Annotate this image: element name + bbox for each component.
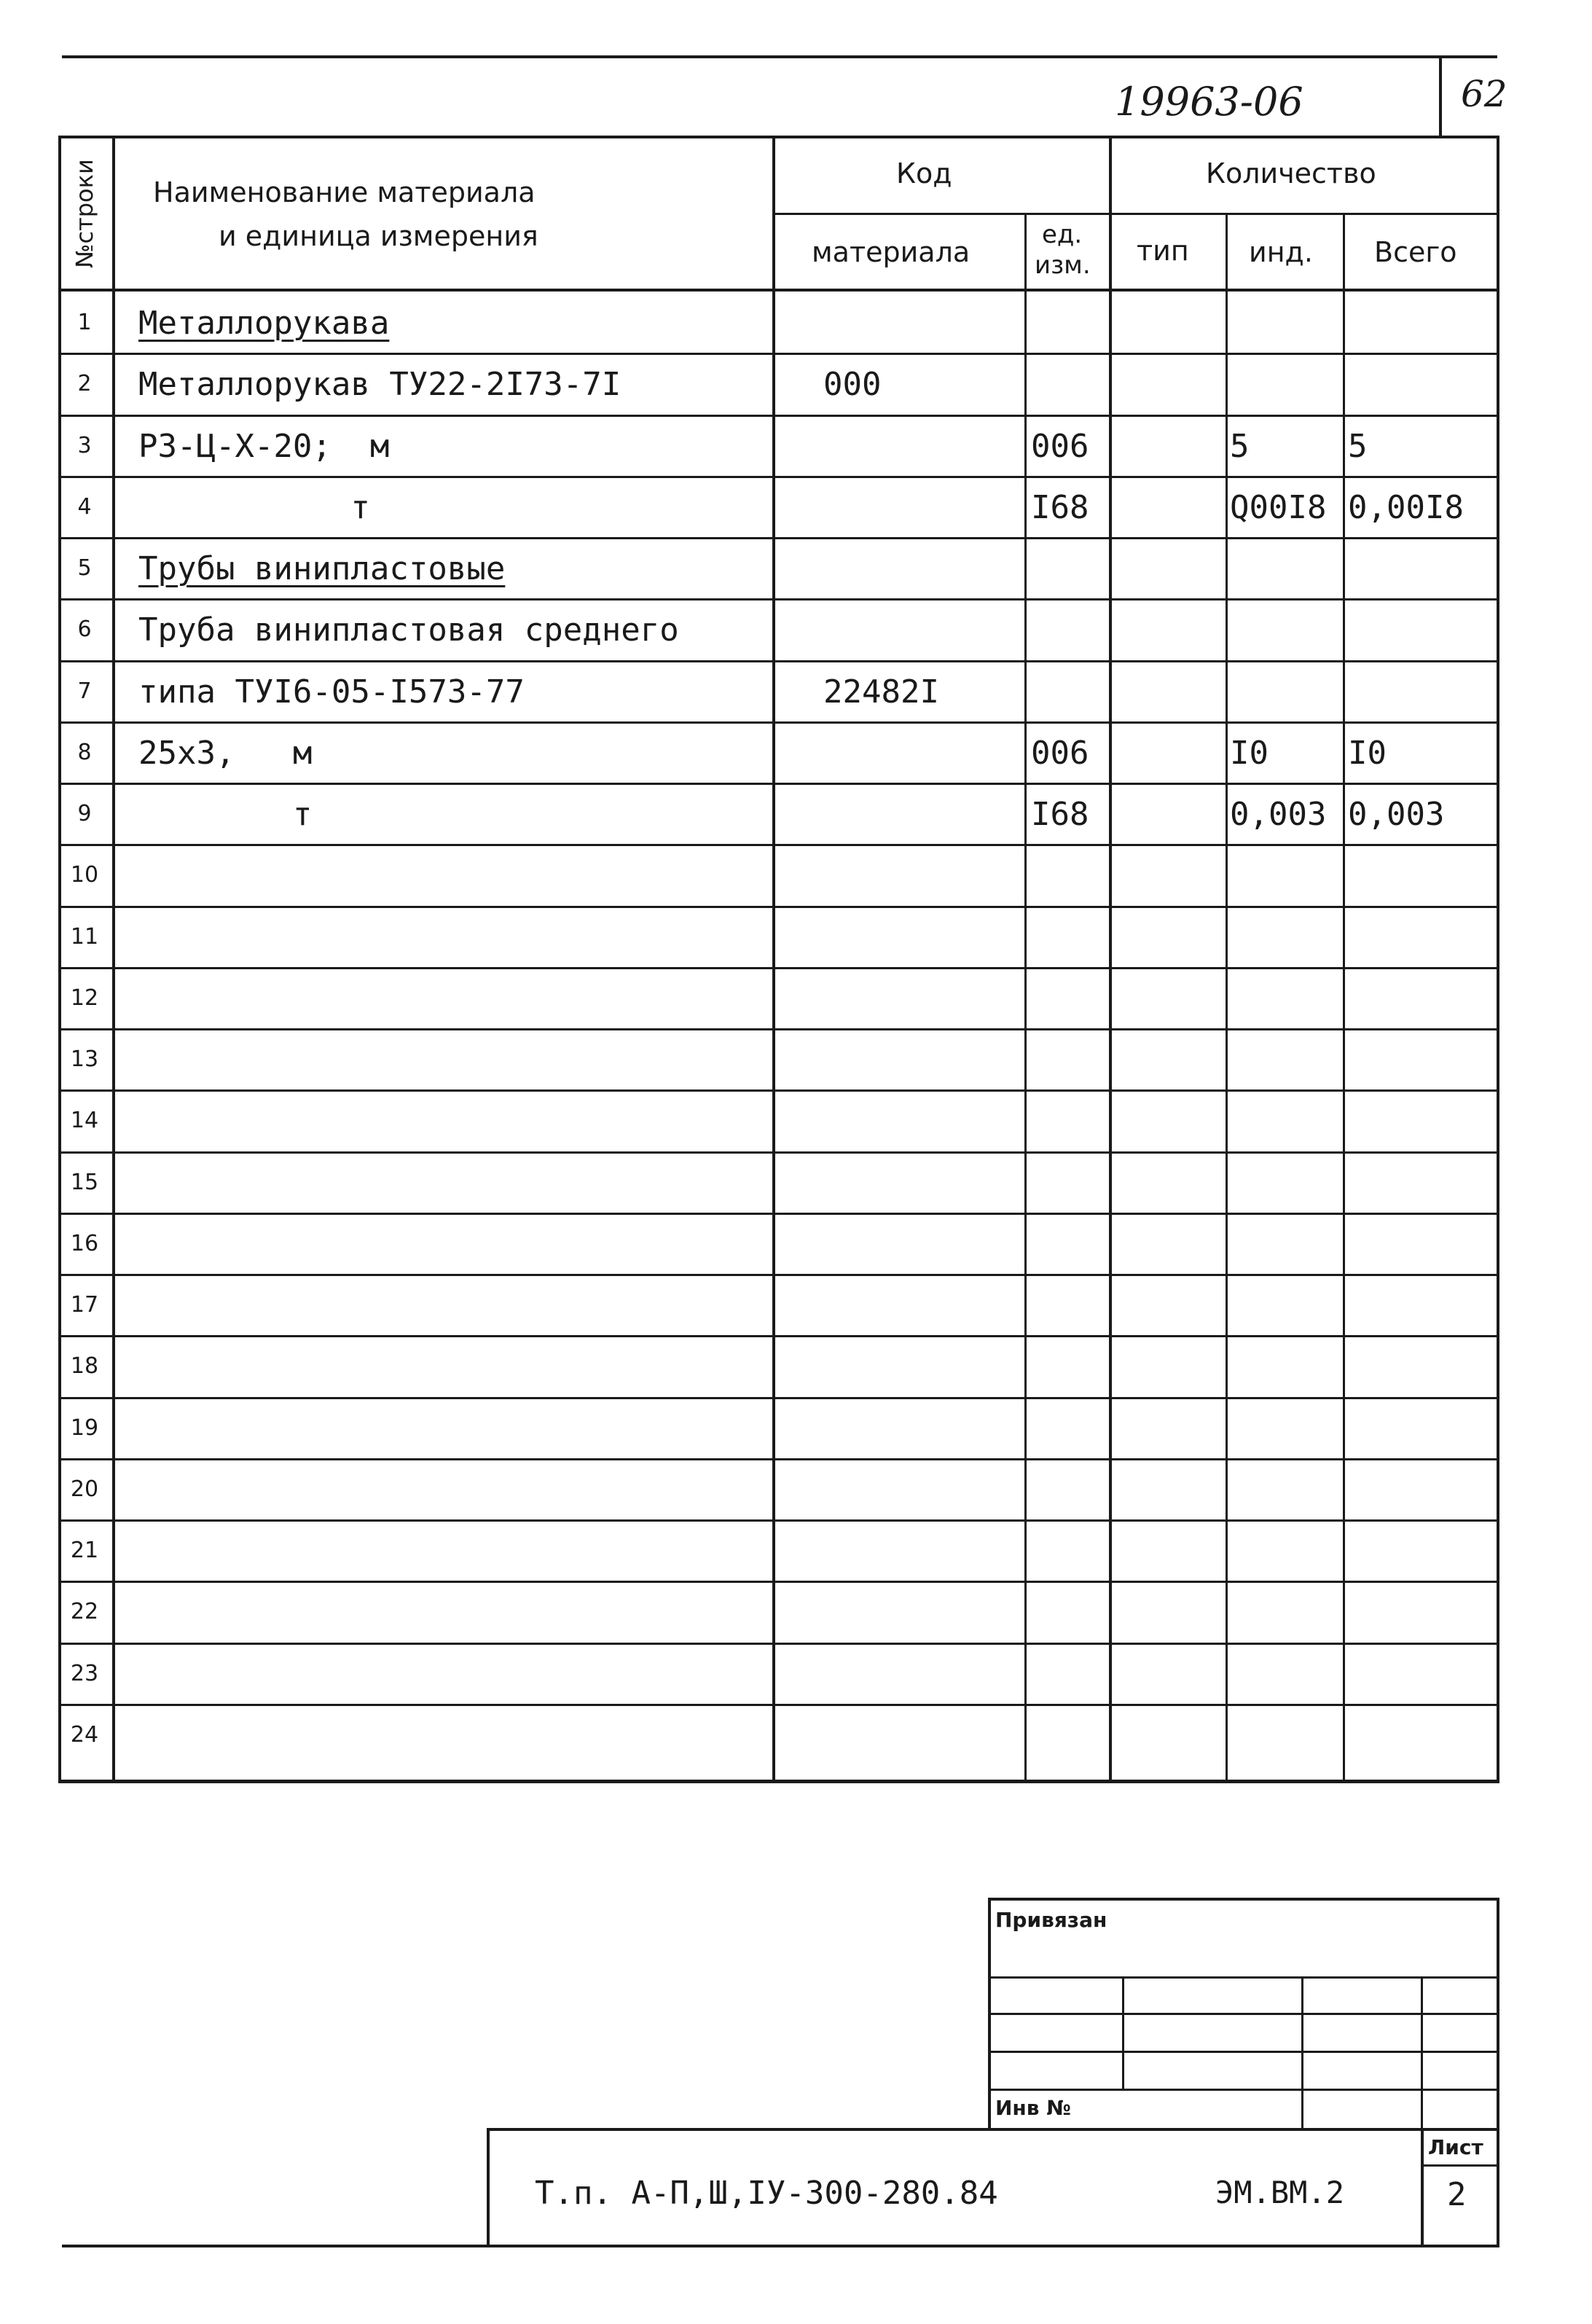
cell-ind: I0 — [1230, 734, 1268, 772]
cell-material-code: 000 — [823, 366, 882, 404]
table-row — [58, 660, 1497, 721]
table-row — [58, 1028, 1497, 1089]
row-number: 14 — [70, 1108, 99, 1134]
cell-ind: Q00I8 — [1230, 488, 1327, 526]
document-number: 19963-06 — [1115, 79, 1303, 125]
cell-total: I0 — [1348, 734, 1387, 772]
row-number: 17 — [70, 1292, 99, 1318]
column-header-unit: ед. — [1042, 220, 1083, 249]
column-header-ind: инд. — [1249, 236, 1313, 268]
cell-unit-code: 006 — [1031, 734, 1089, 772]
row-number: 4 — [77, 493, 92, 520]
table-row — [58, 537, 1497, 598]
column-header-code: Код — [896, 157, 952, 189]
row-number: 9 — [77, 801, 92, 826]
table-row — [58, 476, 1497, 537]
column-header-row-number: №строки — [71, 159, 98, 268]
row-number: 18 — [70, 1353, 99, 1380]
stamp-bound-label: Привязан — [995, 1908, 1107, 1932]
table-row — [58, 721, 1497, 783]
row-number: 24 — [70, 1721, 99, 1748]
table-row — [58, 1335, 1497, 1396]
cell-name: Труба винипластовая среднего — [138, 611, 679, 649]
table-row — [58, 1581, 1497, 1642]
row-number: 8 — [77, 739, 92, 765]
column-header-name: Наименование материала — [153, 176, 536, 208]
table-row — [58, 415, 1497, 476]
column-header-unit-2: изм. — [1035, 251, 1091, 280]
table-row — [58, 1089, 1497, 1151]
cell-total: 0,00I8 — [1348, 488, 1464, 526]
row-number: 10 — [70, 862, 99, 888]
document-code: ЭМ.ВМ.2 — [1215, 2175, 1345, 2210]
cell-ind: 5 — [1230, 427, 1250, 465]
cell-name: т — [138, 488, 370, 526]
cell-name: Металлорукава — [138, 305, 390, 342]
row-number: 5 — [77, 555, 92, 581]
row-number: 19 — [70, 1415, 99, 1441]
row-number: 23 — [70, 1660, 99, 1686]
table-row — [58, 1704, 1497, 1765]
row-number: 6 — [77, 617, 92, 643]
top-border — [62, 55, 1497, 58]
table-row — [58, 1458, 1497, 1519]
cell-name: 25х3, м — [138, 734, 313, 772]
cell-unit-code: I68 — [1031, 796, 1089, 833]
table-row — [58, 353, 1497, 414]
column-header-code-material: материала — [812, 236, 971, 268]
column-header-total: Всего — [1374, 236, 1457, 268]
column-header-quantity: Количество — [1206, 157, 1376, 189]
table-row — [58, 844, 1497, 905]
corner-divider — [1439, 55, 1442, 136]
table-row — [58, 967, 1497, 1028]
column-header-type: тип — [1137, 235, 1189, 267]
table-row — [58, 598, 1497, 660]
table-row — [58, 906, 1497, 967]
table-row — [58, 292, 1497, 353]
designation-text: Т.п. А-П,Ш,IУ-300-280.84 — [535, 2175, 998, 2212]
cell-name: Р3-Ц-Х-20; м — [138, 427, 390, 465]
cell-total: 5 — [1348, 427, 1368, 465]
table-row — [58, 1151, 1497, 1213]
table-row — [58, 1274, 1497, 1335]
cell-name: т — [138, 796, 313, 833]
sheet-label: Лист — [1428, 2135, 1483, 2159]
row-number: 13 — [70, 1046, 99, 1072]
cell-total: 0,003 — [1348, 796, 1445, 833]
row-number: 1 — [77, 310, 92, 335]
cell-ind: 0,003 — [1230, 796, 1327, 833]
stamp-bound-block — [988, 1898, 1499, 2128]
stamp-title-block — [487, 2128, 1499, 2245]
row-number: 15 — [70, 1169, 99, 1195]
table-row — [58, 1519, 1497, 1581]
column-header-name-unit: и единица измерения — [219, 220, 538, 252]
bottom-border — [62, 2245, 1499, 2247]
corner-sheet-number: 62 — [1461, 73, 1507, 115]
row-number: 20 — [70, 1476, 99, 1502]
cell-name: Металлорукав ТУ22-2I73-7I — [138, 366, 621, 404]
cell-name: типа ТУI6-05-I573-77 — [138, 673, 525, 711]
materials-table — [58, 136, 1499, 1783]
table-row — [58, 1213, 1497, 1274]
stamp-inventory-label: Инв № — [995, 2096, 1071, 2120]
cell-name: Трубы винипластовые — [138, 550, 506, 587]
sheet-number: 2 — [1447, 2176, 1467, 2213]
cell-unit-code: 006 — [1031, 427, 1089, 465]
row-number: 7 — [77, 678, 92, 704]
cell-unit-code: I68 — [1031, 488, 1089, 526]
row-number: 2 — [77, 371, 92, 397]
table-row — [58, 1397, 1497, 1458]
row-number: 11 — [70, 923, 99, 950]
row-number: 3 — [77, 432, 92, 458]
cell-material-code: 22482I — [823, 673, 939, 711]
row-number: 21 — [70, 1538, 99, 1563]
row-number: 16 — [70, 1230, 99, 1256]
row-number: 12 — [70, 985, 99, 1011]
table-row — [58, 1643, 1497, 1704]
table-row — [58, 783, 1497, 844]
row-number: 22 — [70, 1599, 99, 1625]
